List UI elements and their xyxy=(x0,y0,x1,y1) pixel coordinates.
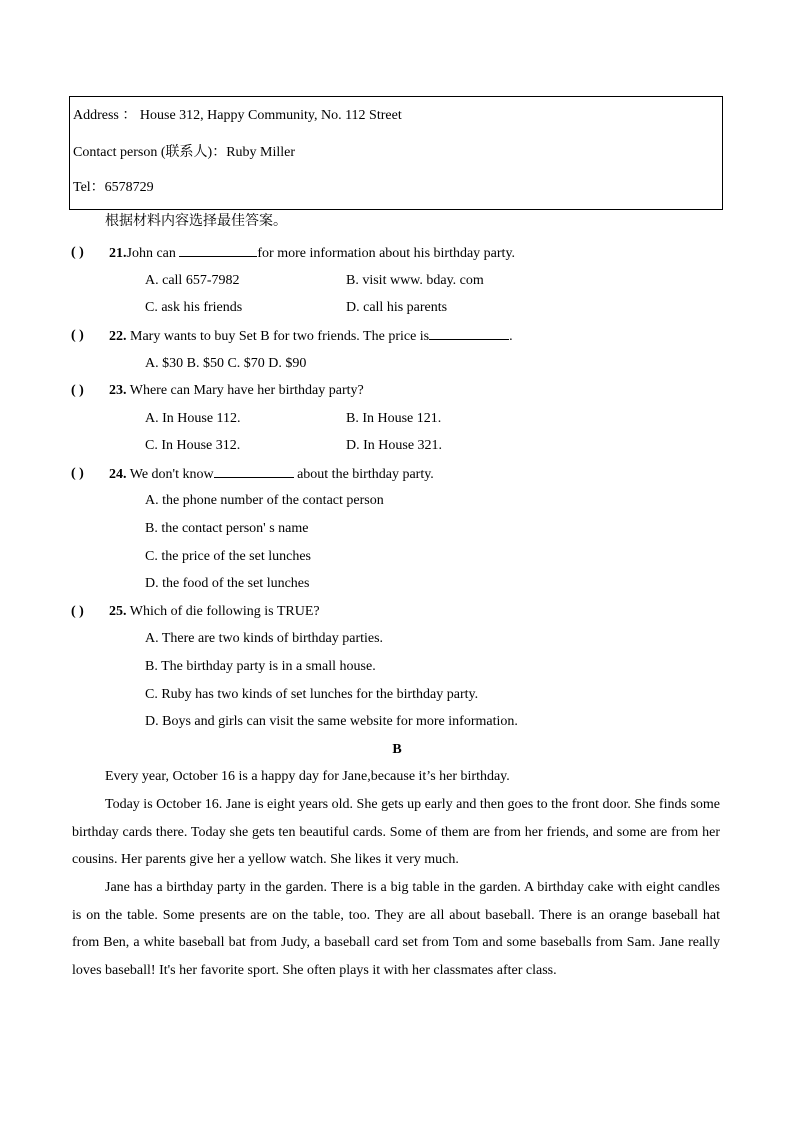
option: B. The birthday party is in a small house. xyxy=(145,659,376,674)
option: C. the price of the set lunches xyxy=(145,549,312,564)
notice-address: Address ： House 312, Happy Community, No. 112 Street xyxy=(73,108,402,123)
option: C. Ruby has two kinds of set lunches for the birthday party. xyxy=(145,687,479,702)
section-b-title: B xyxy=(392,742,402,757)
instruction: 根据材料内容选择最佳答案。 xyxy=(105,214,287,229)
option: D. the food of the set lunches xyxy=(145,576,310,591)
answer-paren: ( ) xyxy=(71,604,84,619)
question-23 xyxy=(109,382,364,400)
answer-paren: ( ) xyxy=(71,383,84,398)
option: A. In House 112. xyxy=(145,411,241,426)
option: A. the phone number of the contact person xyxy=(145,493,384,508)
option: A. There are two kinds of birthday parties. xyxy=(145,631,384,646)
question-25 xyxy=(109,603,320,621)
question-text-end: for more information about his birthday party. xyxy=(257,246,516,261)
answer-paren: ( ) xyxy=(71,466,84,481)
question-number: 21. xyxy=(109,246,127,261)
answer-paren: ( ) xyxy=(71,328,84,343)
question-text: Where can Mary have her birthday party? xyxy=(126,383,364,398)
answer-blank xyxy=(214,465,294,478)
answer-blank xyxy=(429,327,509,340)
answer-blank xyxy=(179,244,257,257)
question-text: Mary wants to buy Set B for two friends. The price is xyxy=(126,329,430,344)
notice-tel: Tel：6578729 xyxy=(73,180,154,195)
question-text: Which of die following is TRUE? xyxy=(126,604,320,619)
question-number: 22. xyxy=(109,329,127,344)
option: A. call 657-7982 xyxy=(145,273,240,288)
question-number: 23. xyxy=(109,383,127,398)
question-24 xyxy=(109,465,434,484)
passage-paragraph-1: Every year, October 16 is a happy day for Jane,because it’s her birthday. xyxy=(105,769,510,784)
option: A. $30 B. $50 C. $70 D. $90 xyxy=(145,356,307,371)
option: C. ask his friends xyxy=(145,300,243,315)
option: D. Boys and girls can visit the same website for more information. xyxy=(145,714,518,729)
notice-contact: Contact person (联系人)：Ruby Miller xyxy=(73,145,296,160)
question-22 xyxy=(109,327,513,346)
question-number: 25. xyxy=(109,604,127,619)
question-text-end: about the birthday party. xyxy=(293,467,434,482)
question-text: We don't know xyxy=(126,467,214,482)
answer-paren: ( ) xyxy=(71,245,84,260)
option: B. In House 121. xyxy=(346,411,442,426)
notice-box xyxy=(69,96,723,210)
question-21 xyxy=(109,244,515,263)
option: C. In House 312. xyxy=(145,438,241,453)
passage-paragraph-3: Jane has a birthday party in the garden. There is a big table in the garden. A birthday cake with eight candles is on the table. Some presents are on the table, too. They are all about baseball. There is an orange baseball hat from Ben, a white baseball bat from Judy, a baseball card set from Tom and some baseballs from Sam. Jane really loves baseball! It's her favorite sport. She often plays it with her classmates after class. xyxy=(72,880,720,978)
option: B. visit www. bday. com xyxy=(346,273,484,288)
question-number: 24. xyxy=(109,467,127,482)
option: D. call his parents xyxy=(346,300,448,315)
passage-paragraph-2: Today is October 16. Jane is eight years old. She gets up early and then goes to the front door. She finds some birthday cards there. Today she gets ten beautiful cards. Some of them are from her friends, and some are from her cousins. Her parents give her a yellow watch. She likes it very much. xyxy=(72,797,720,868)
question-text-end: . xyxy=(509,329,513,344)
option: D. In House 321. xyxy=(346,438,443,453)
option: B. the contact person' s name xyxy=(145,521,309,536)
question-text: John can xyxy=(126,246,180,261)
